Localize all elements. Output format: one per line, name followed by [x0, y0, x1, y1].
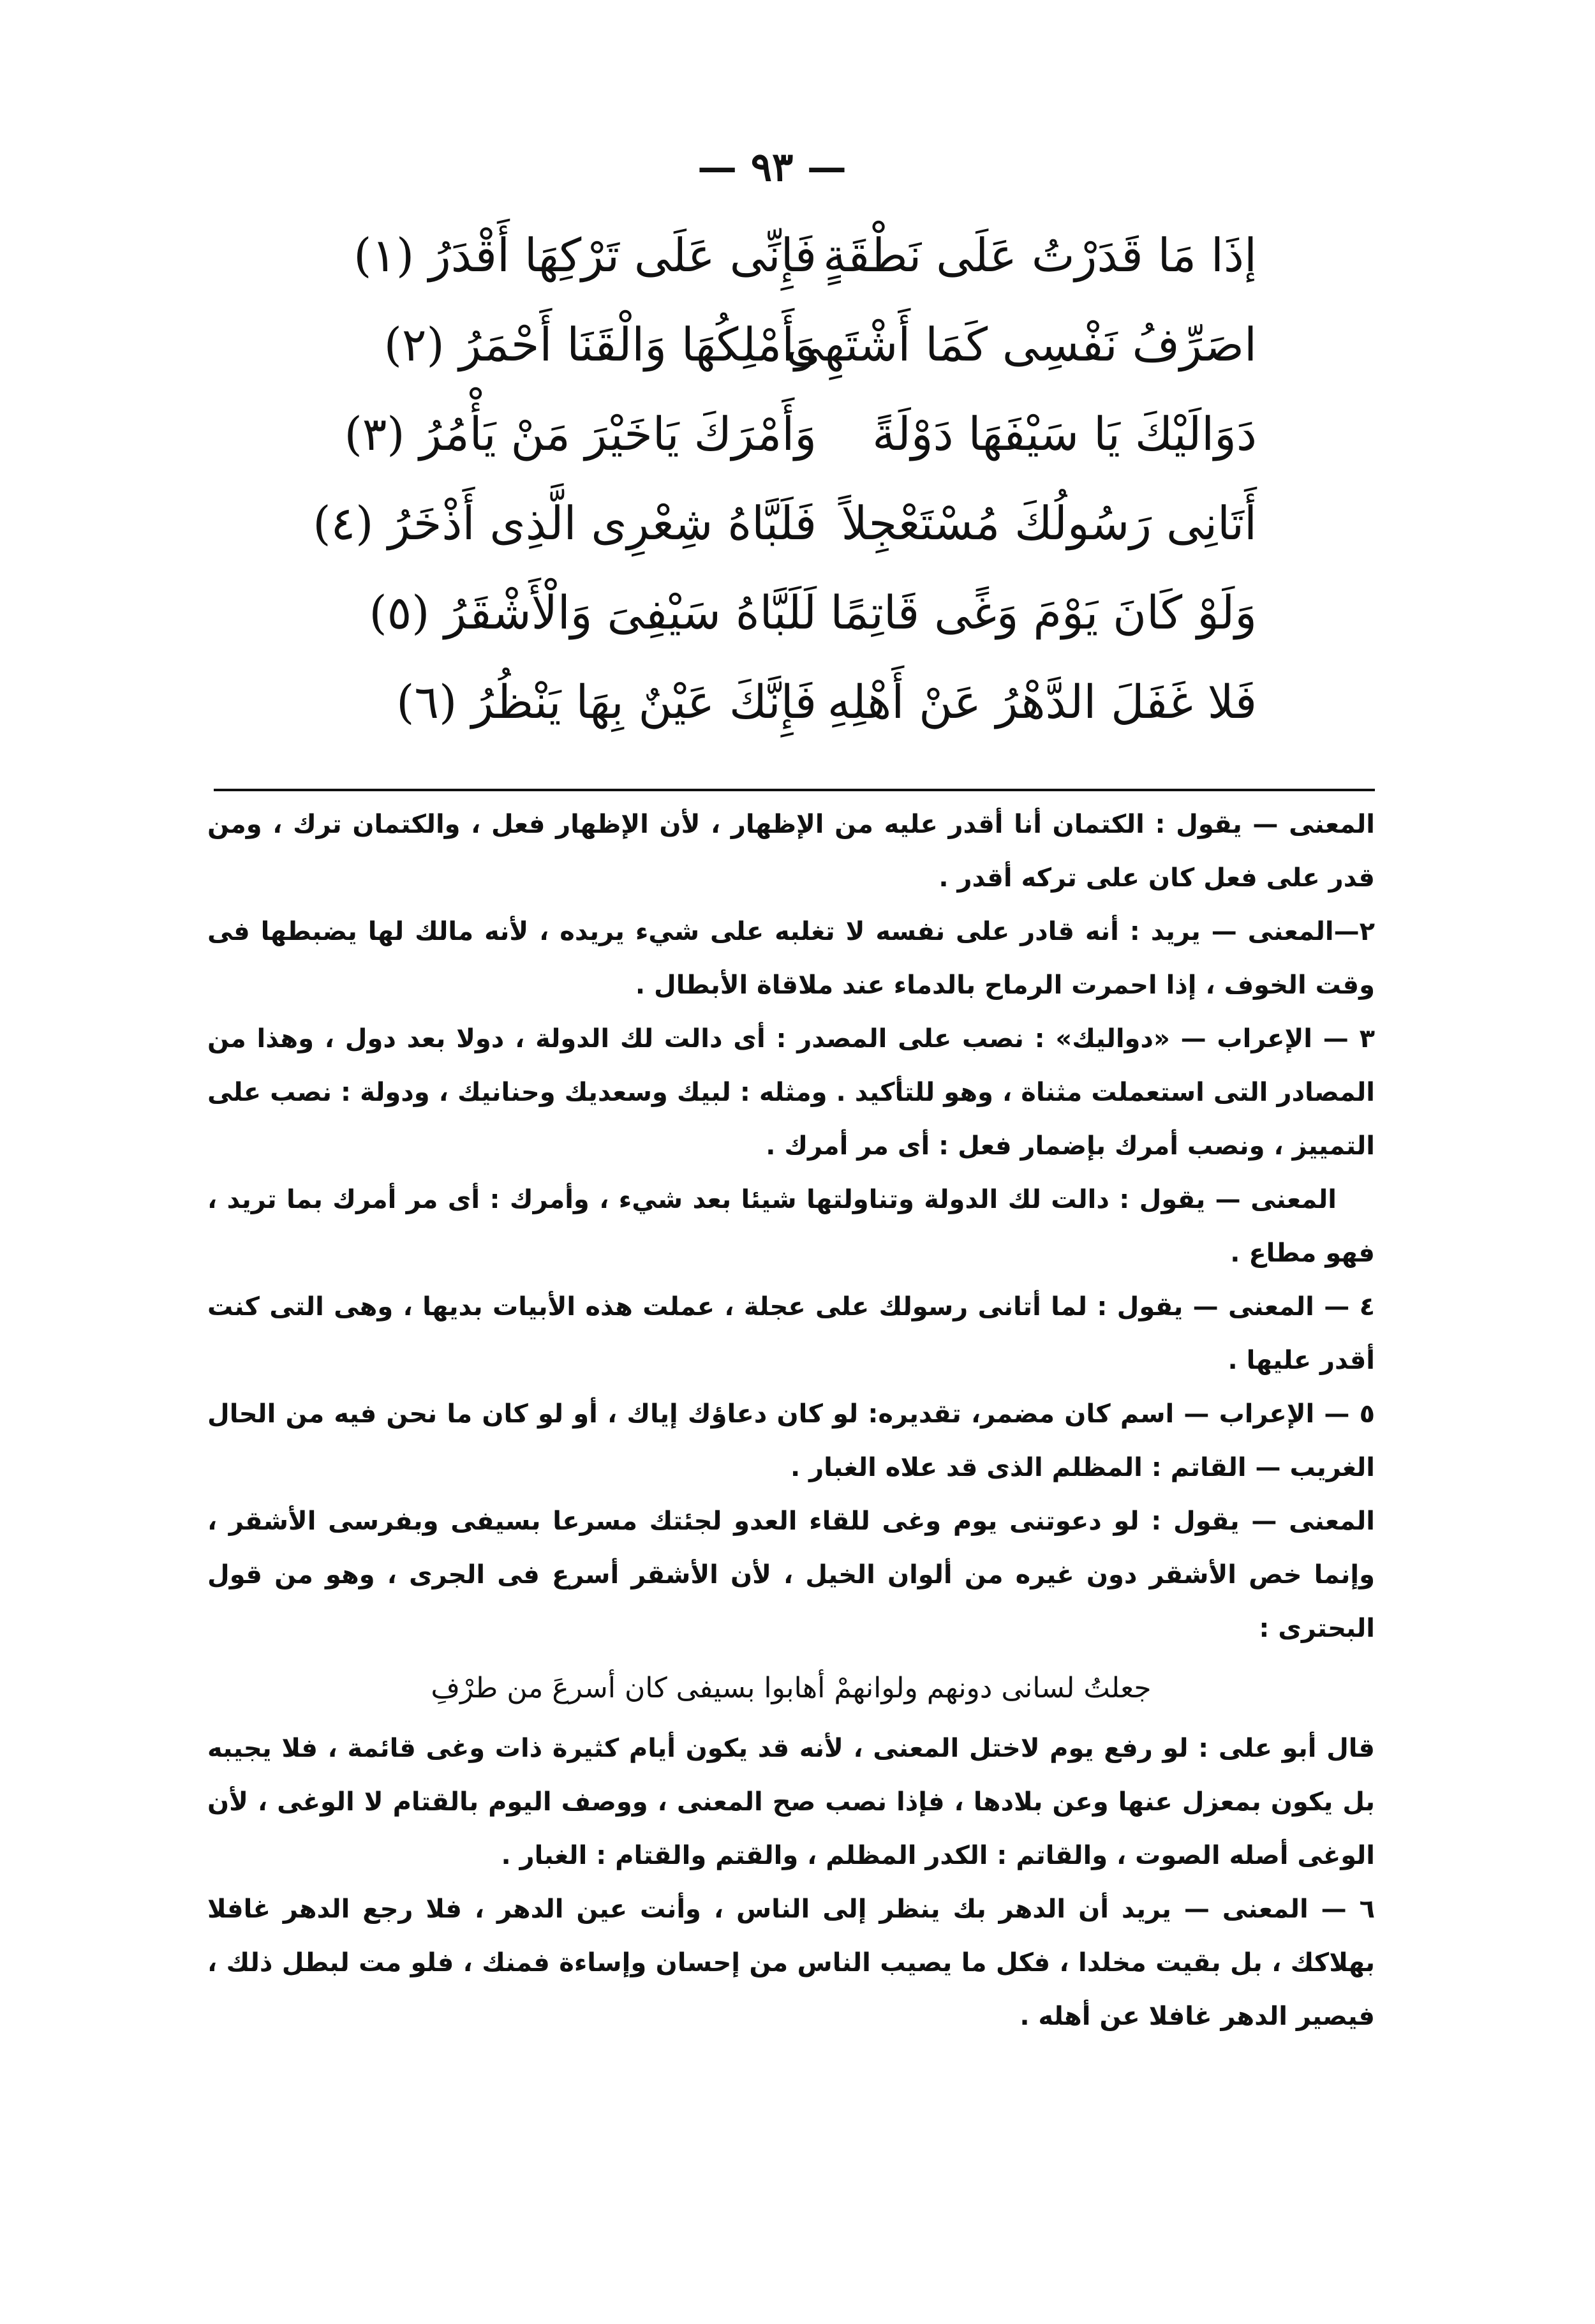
verse-5-second-hemistich: لَلَبَّاهُ سَيْفِىَ وَالْأَشْقَرُ (٥): [369, 586, 817, 639]
verse-6-first-hemistich: فَلا غَفَلَ الدَّهْرُ عَنْ أَهْلِهِ: [827, 675, 1257, 729]
verse-3: [211, 396, 1257, 485]
verse-5-first-hemistich: وَلَوْ كَانَ يَوْمَ وَغًى قَاتِمًا: [830, 586, 1257, 639]
verse-1-second-hemistich: فَإِنِّى عَلَى تَرْكِهَا أَقْدَرُ (١): [353, 228, 817, 282]
verse-4-second-hemistich: فَلَبَّاهُ شِعْرِى الَّذِى أَذْخَرُ (٤): [313, 496, 817, 550]
verse-4: [211, 485, 1257, 574]
note-1-meaning: المعنى — يقول : الكتمان أنا أقدر عليه من الإظهار ، لأن الإظهار فعل ، والكتمان ترك ، ومن قدر على فعل كان على تركه أقدر .: [207, 810, 1375, 893]
commentary: [207, 798, 1375, 2043]
note-2-meaning: ٢—المعنى — يريد : أنه قادر على نفسه لا تغلبه على شيء يريده ، لأنه مالك لها يضبطها فى وقت الخوف ، إذا احمرت الرماح بالدماء عند ملاقاة الأبطال .: [207, 917, 1375, 1000]
note-5-grammar: ٥ — الإعراب — اسم كان مضمر، تقديره: لو كان دعاؤك إياك ، أو لو كان ما نحن فيه من الحال الغريب — القاتم : المظلم الذى قد علاه الغبار .: [207, 1399, 1375, 1482]
verse-5: [211, 574, 1257, 664]
verse-2: [211, 306, 1257, 396]
note-3-meaning: المعنى — يقول : دالت لك الدولة وتناولتها شيئا بعد شيء ، وأمرك : أى مر أمرك بما تريد ، فهو مطاع .: [207, 1185, 1375, 1268]
verse-1-first-hemistich: إذَا مَا قَدَرْتُ عَلَى نَطْقَةٍ: [823, 228, 1257, 282]
verse-3-first-hemistich: دَوَالَيْكَ يَا سَيْفَهَا دَوْلَةً: [872, 407, 1257, 461]
note-4-meaning: ٤ — المعنى — يقول : لما أتانى رسولك على عجلة ، عملت هذه الأبيات بديها ، وهى التى كنت أقدر عليها .: [207, 1292, 1375, 1375]
verse-3-second-hemistich: وَأَمْرَكَ يَاخَيْرَ مَنْ يَأْمُرُ (٣): [344, 407, 817, 461]
verse-4-first-hemistich: أَتَانِى رَسُولُكَ مُسْتَعْجِلاً: [841, 496, 1257, 550]
note-5-meaning: المعنى — يقول : لو دعوتنى يوم وغى للقاء العدو لجئتك مسرعا بسيفى وبفرسى الأشقر ، وإنما خص الأشقر دون غيره من ألوان الخيل ، لأن الأشقر أسرع فى الجرى ، وهو من قول البحترى :: [207, 1507, 1375, 1643]
verse-2-second-hemistich: وَأَمْلِكُهَا وَالْقَنَا أَحْمَرُ (٢): [383, 318, 817, 371]
footnote-divider: [214, 789, 1375, 791]
verse-1: [211, 217, 1257, 306]
note-3-grammar: ٣ — الإعراب — «دواليك» : نصب على المصدر : أى دالت لك الدولة ، دولا بعد دول ، وهذا من المصادر التى استعملت مثناة ، وهو للتأكيد . ومثله : لبيك وسعديك وحنانيك ، ودولة : نصب على التمييز ، ونصب أمرك بإضمار فعل : أى مر أمرك .: [207, 1024, 1375, 1161]
quoted-verse: جعلتُ لسانى دونهم ولوانهمْ أهابوا بسيفى كان أسرعَ من طرْفِ: [431, 1672, 1152, 1704]
page-number: — ٩٣ —: [697, 144, 847, 190]
note-5-abu-ali: قال أبو على : لو رفع يوم لاختل المعنى ، لأنه قد يكون أيام كثيرة ذات وغى قائمة ، فلا يجيبه بل يكون بمعزل عنها وعن بلادها ، فإذا نصب صح المعنى ، ووصف اليوم بالقتام لا الوغى ، لأن الوغى أصله الصوت ، والقاتم : الكدر المظلم ، والقتم والقتام : الغبار .: [207, 1734, 1375, 1870]
note-6-meaning: ٦ — المعنى — يريد أن الدهر بك ينظر إلى الناس ، وأنت عين الدهر ، فلا رجع الدهر غافلا بهلاكك ، بل بقيت مخلدا ، فكل ما يصيب الناس من إحسان وإساءة فمنك ، فلو مت لبطل ذلك ، فيصير الدهر غافلا عن أهله .: [207, 1895, 1375, 2031]
verse-6: [211, 664, 1257, 753]
verse-6-second-hemistich: فَإِنَّكَ عَيْنٌ بِهَا يَنْظُرُ (٦): [396, 675, 817, 729]
verse-2-first-hemistich: اصَرِّفُ نَفْسِى كَمَا أَشْتَهِى: [786, 318, 1257, 371]
poem: [211, 217, 1257, 753]
